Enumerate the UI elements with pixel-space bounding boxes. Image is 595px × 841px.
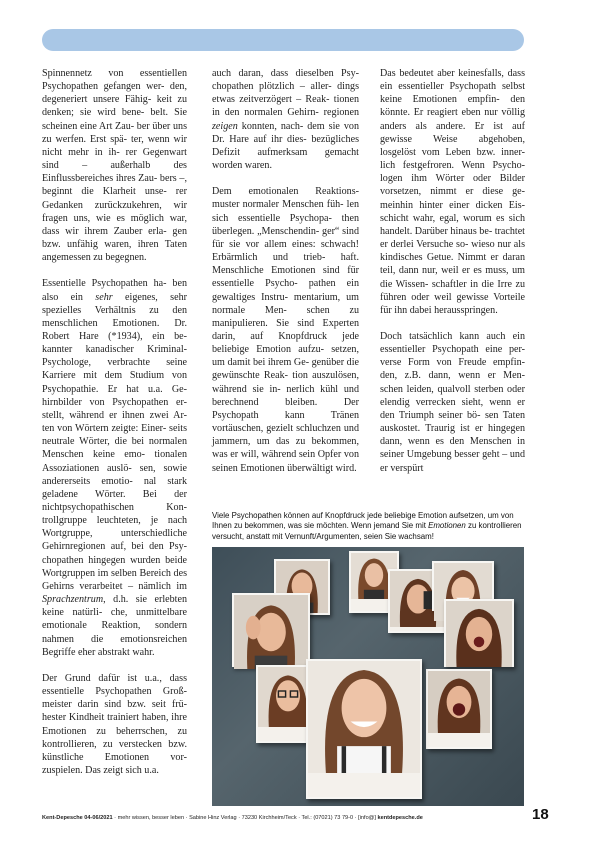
paragraph: Doch tatsächlich kann auch ein essentieller Psychopath eine per- verse Form von Freude empfin- den, z.B. dann, wenn er Men- schen leiden, qualvoll sterben oder elendig verrecken sieht, wenn er den Triumph seiner bö- sen Taten auskostet. Traurig ist er hingegen dann, wenn es den Menschen in seiner Umgebung besser geht – und er verspürt [380, 330, 525, 474]
paragraph: auch daran, dass dieselben Psy- chopathen plötzlich – aller- dings etwas zeitverzögert – Reak- tionen in den normalen Gehirn- regionen zeigen konnten, nach- dem sie von Dr. Hare auf ihr dies- bezügliches Defizit aufmerksam gemacht worden waren. [212, 68, 359, 172]
text-column-2 [212, 67, 359, 488]
image-caption: Viele Psychopathen können auf Knopfdruck jede beliebige Emotion aufsetzen, um von Ihnen zu bekommen, was sie möchten. Wenn jemand Sie mit Emotionen zu kontrollieren versucht, anstatt mit Vernunft/Argumenten, seien Sie wachsam! [212, 511, 522, 541]
paragraph: Dem emotionalen Reaktions- muster normaler Menschen füh- len sich essentielle Psychopa- then überlegen. „Menschendin- ger“ sind für sie vor allem eines: schwach! Erbärmlich und trieb- haft. Menschliche Emotionen sind für essentielle Psycho- pathen ein gewaltiges Instru- mentarium, um normale Men- schen zu manipulieren. Sie sind Experten darin, auf Knopfdruck jede beliebige Emotion aufzu- setzen, um damit bei ihrem Ge- genüber die gewünschte Reak- tion auszulösen, während sie in- nerlich kühl und berechnend bleiben. Der Psychopath kann Tränen vortäuschen, gezielt schluchzen und jammern, um das zu bekommen, was er will, während sein Opfer von seinen Emotionen überwältigt wird. [212, 186, 359, 474]
shouting-face-image [446, 601, 512, 667]
portrait-frame [232, 593, 310, 667]
header-bar [42, 29, 524, 51]
paragraph: Das bedeutet aber keinesfalls, dass ein essentieller Psychopath selbst keine Emotionen empfin- den könnte. Er reagiert eben nur völlig anders als andere. Er ist auf gewisse Weise abgehoben, losgelöst vom Leben bzw. inner- lich festgefroren. Wenn Psycho- logen ihm Wörter oder Bilder vorsetzen, nimmt er diese ge- meinhin hinter einer dicken Eis- schicht wahr, egal, worum es sich handelt. Darüber hinaus be- trachtet er derlei Versuche so- wieso nur als kindisches Getue. Nimmt er daran teil, dann nur, weil er es muss, um die Wissen- schaftler in die Irre zu führen oder weil gewisse Vorteile für ihn dabei herausspringen. [380, 68, 525, 316]
page-footer: Kent-Depesche 04-06/2021 · mehr wissen, besser leben · Sabine Hinz Verlag · 73230 Kirchheim/Teck · Tel.: (07021) 73 79-0 · [info@] kentdepesche.de [42, 815, 423, 821]
paragraph: Der Grund dafür ist u.a., dass essentielle Psychopathen Groß- meister darin sind bzw. seit frü- hester Kindheit trainiert haben, ihre Emotionen zu beherrschen, zu kontrollieren, zu verstecken bzw. künstliche Emotionen vor- zuspielen. Das zeigt sich u.a. [42, 672, 187, 776]
screaming-face-image [428, 671, 490, 733]
portrait-frame [306, 659, 422, 799]
portrait-frame [444, 599, 514, 667]
headache-face-image [234, 595, 308, 669]
portrait-frame [426, 669, 492, 749]
emotions-photo-montage [212, 547, 524, 806]
text-column-3 [380, 67, 525, 488]
page-number: 18 [532, 806, 549, 823]
text-column-1 [42, 67, 187, 790]
smiling-woman-image [308, 661, 420, 773]
paragraph: Essentielle Psychopathen ha- ben also ein sehr eigenes, sehr spezielles Verhältnis zu den menschlichen Emotionen. Dr. Robert Hare (*1934), ein be- kannter kanadischer Kriminal- Psychologe, verbrachte seine Karriere mit dem Studium von Psychopathie. Er hat u.a. Ge- hirnbilder von Psychopathen er- stellt, während er ihnen zwei Ar- ten von Wörtern zeigte: Einer- seits neutrale Wörter, die bei normalen Menschen keine emo- tionalen Assoziationen auslö- sen, sowie andererseits emotio- nal stark geladene Wörter. Bei der nichtpsychopathischen Kon- trollgruppe leuchteten, je nach Wortgruppe, unterschiedliche Gehirnregionen auf, bei den Psy- chopathen hingegen wurden beide Wortgruppen im selben Bereich des Gehirns verarbeitet – nämlich im Sprachzentrum, d.h. sie erlebten keine natürli- che, unmittelbare emotionale Reaktion, sondern nahmen die emotionsreichen Begriffe eher abstrakt wahr. [42, 278, 187, 658]
paragraph: Spinnennetz von essentiellen Psychopathen gefangen wer- den, degeneriert unsere Fähig- keit zu denken; sie wird bene- belt. Sie scheinen eine Art Zau- ber über uns zu werfen. Erst spä- ter, wenn wir nicht mehr in ih- rer Gegenwart sind – außerhalb des Einflussbereiches ihres Zau- bers –, beginnt die Klarheit unse- rer Gedanken zurückzukehren, wir fragen uns, wie es möglich war, dass wir ihrem Zauber erla- gen bzw. unfähig waren, ihren Taten angemessen zu begegnen. [42, 68, 187, 264]
